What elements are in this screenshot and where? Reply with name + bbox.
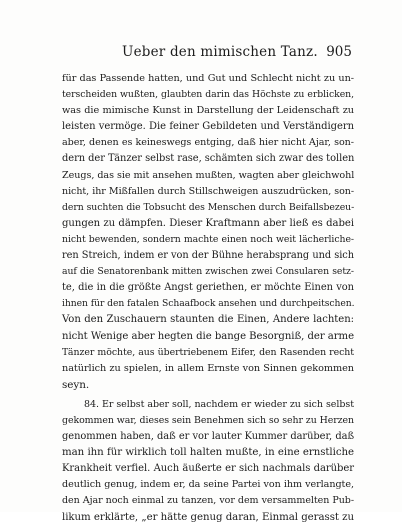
text-line: ren Streich, indem er von der Bühne herabsprang und sich: [62, 250, 354, 262]
body-text: [62, 71, 354, 526]
text-line: dern der Tänzer selbst rase, schämten sich zwar des tollen: [62, 153, 355, 165]
page-number: 905: [326, 44, 352, 60]
paragraph-2: [62, 397, 354, 526]
text-line: gekommen war, dieses sein Benehmen sich so sehr zu Herzen: [62, 414, 355, 426]
text-line: Von den Zuschauern staunten die Einen, Andere lachten:: [62, 314, 354, 326]
text-line: terscheiden wußten, glaubten darin das Höchste zu erblicken,: [62, 89, 354, 101]
text-line: nicht, ihr Mißfallen durch Stillschweigen auszudrücken, son-: [62, 185, 354, 197]
text-line: für das Passende hatten, und Gut und Schlecht nicht zu un-: [62, 73, 354, 84]
text-line: gungen zu dämpfen. Dieser Kraftmann aber ließ es dabei: [62, 217, 354, 229]
text-line: likum erklärte, „er hätte genug daran, Einmal gerasst zu: [62, 511, 354, 523]
text-line: ihnen für den fatalen Schaafbock ansehen und durchpeitschen.: [62, 298, 355, 310]
text-line: te, die in die größte Angst geriethen, er möchte Einen von: [62, 282, 354, 294]
text-line: natürlich zu spielen, in allem Ernste von Sinnen gekommen: [62, 362, 354, 374]
text-line: aber, denen es keineswegs entging, daß hier nicht Ajar, son-: [62, 137, 354, 149]
text-line: man ihn für wirklich toll halten mußte, in eine ernstliche: [62, 447, 354, 459]
text-line: genommen haben, daß er vor lauter Kummer darüber, daß: [62, 431, 354, 443]
text-line: seyn.: [62, 378, 90, 391]
text-line: deutlich genug, indem er, da seine Partei von ihm verlangte,: [62, 479, 354, 491]
text-line: Tänzer möchte, aus übertriebenem Eifer, den Rasenden recht: [62, 346, 354, 358]
paragraph-1: [62, 71, 354, 393]
text-line: den Ajar noch einmal zu tanzen, vor dem versammelten Pub-: [62, 495, 354, 507]
text-line: leisten vermöge. Die feiner Gebildeten und Verständigern: [62, 121, 354, 133]
text-line: was die mimische Kunst in Darstellung der Leidenschaft zu: [62, 105, 354, 117]
text-line: nicht bewenden, sondern machte einen noch weit lächerliche-: [62, 233, 354, 245]
text-line: 84. Er selbst aber soll, nachdem er wieder zu sich selbst: [84, 398, 354, 410]
text-line: auf die Senatorenbank mitten zwischen zwei Consularen setz-: [62, 266, 354, 278]
text-line: dern suchten die Tobsucht des Menschen durch Beifallsbezeu-: [62, 201, 355, 213]
text-line: Krankheit verfiel. Auch äußerte er sich nachmals darüber: [62, 463, 354, 475]
text-line: nicht Wenige aber hegten die bange Besorgniß, der arme: [62, 330, 354, 342]
running-title: Ueber den mimischen Tanz.: [122, 44, 318, 60]
text-line: Zeugs, das sie mit ansehen mußten, wagten aber gleichwohl: [62, 169, 355, 181]
page-header: [62, 44, 352, 64]
